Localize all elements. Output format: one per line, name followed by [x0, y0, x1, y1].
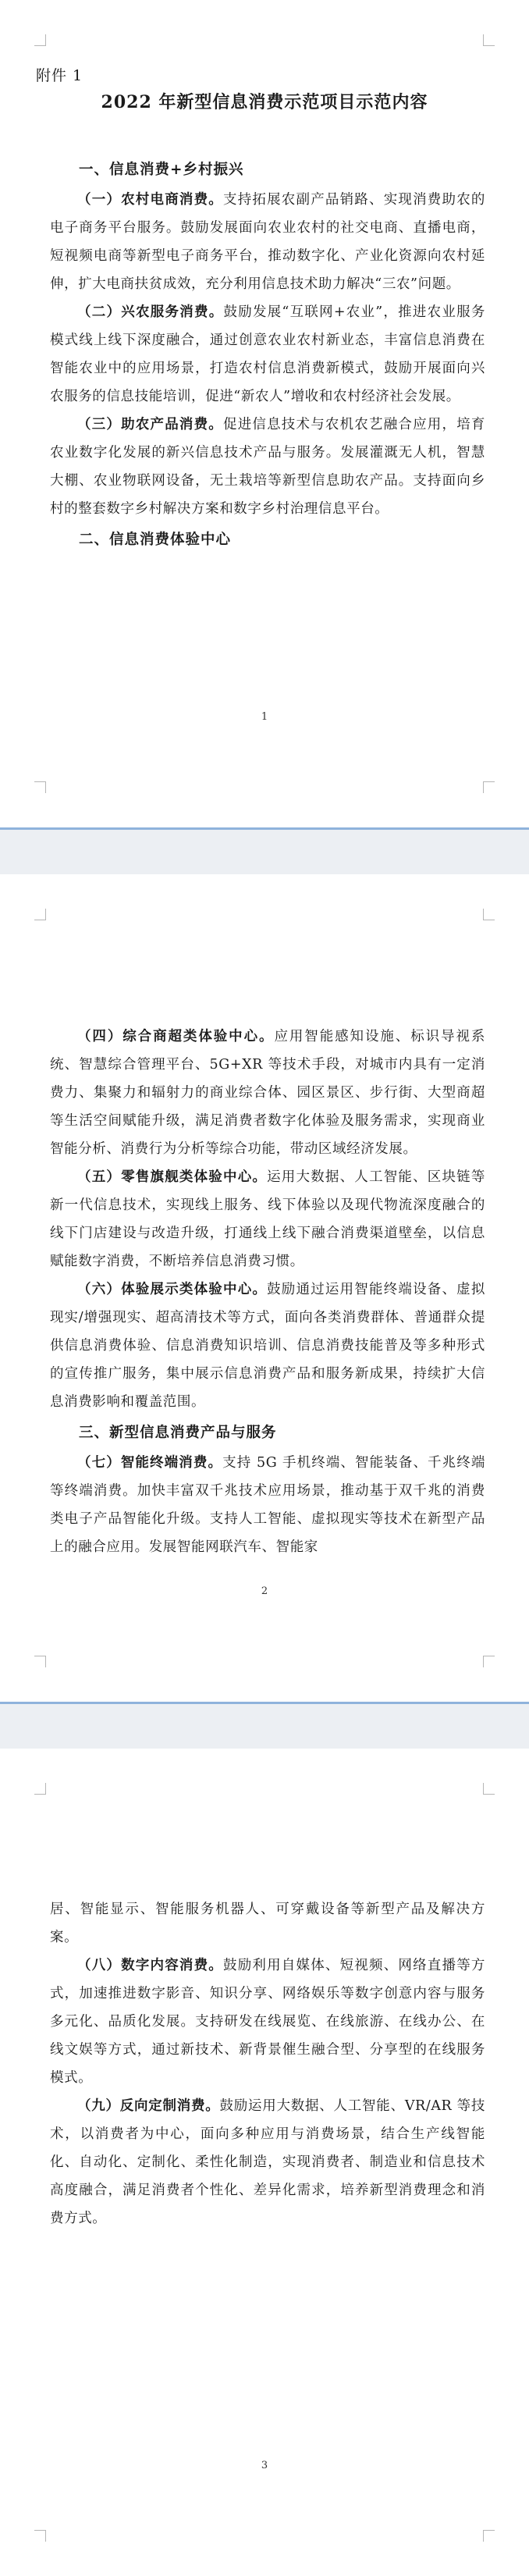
paragraph [50, 1276, 485, 1416]
annex-label: 附件 1 [36, 67, 83, 84]
item-text: 支持拓展农副产品销路、实现消费助农的电子商务平台服务。鼓励发展面向农业农村的社交电商、直播电商，短视频电商等新型电子商务平台，推动数字化、产业化资源向农村延伸，扩大电商扶贫成效，充分利用信息技术助力解决“三农”问题。 [50, 192, 485, 292]
page-corner-mark [483, 781, 495, 793]
document-page-1 [0, 0, 529, 827]
page-corner-mark [483, 909, 495, 920]
paragraph [50, 1952, 485, 2092]
page-separator [0, 1702, 529, 1749]
item-heading: （七）智能终端消费。 [77, 1455, 223, 1471]
section-heading: 一、信息消费+乡村振兴 [79, 162, 244, 178]
item-text: 鼓励通过运用智能终端设备、虚拟现实/增强现实、超高清技术等方式，面向各类消费群体、普通群众提供信息消费体验、信息消费知识培训、信息消费技能普及等多种形式的宣传推广服务，集中展示信息消费产品和服务新成果，持续扩大信息消费影响和覆盖范围。 [50, 1282, 485, 1410]
page-body [50, 153, 485, 556]
page-body [50, 1895, 485, 2233]
page-corner-mark [34, 909, 46, 920]
page-corner-mark [34, 2530, 46, 2542]
paragraph [50, 2092, 485, 2233]
page-number: 2 [261, 1585, 268, 1597]
item-text: 支持 5G 手机终端、智能装备、千兆终端等终端消费。加快丰富双千兆技术应用场景，推动基于双千兆的消费类电子产品智能化升级。支持人工智能、虚拟现实等技术在新型产品上的融合应用。发展智能网联汽车、智能家 [50, 1455, 485, 1555]
item-text: 促进信息技术与农机农艺融合应用，培育农业数字化发展的新兴信息技术产品与服务。发展灌溉无人机，智慧大棚、农业物联网设备，无土栽培等新型信息助农产品。支持面向乡村的整套数字乡村解决方案和数字乡村治理信息平台。 [50, 417, 485, 517]
page-corner-mark [34, 1656, 46, 1667]
item-heading: （一）农村电商消费。 [77, 192, 223, 208]
item-heading: （九）反向定制消费。 [77, 2098, 220, 2114]
paragraph [50, 411, 485, 523]
document-page-3 [0, 1749, 529, 2576]
item-text: 应用智能感知设施、标识导视系统、智慧综合管理平台、5G+XR 等技术手段，对城市内具有一定消费力、集聚力和辐射力的商业综合体、园区景区、步行街、大型商超等生活空间赋能升级，满足消费者数字化体验及服务需求，实现商业智能分析、消费行为分析等综合功能，带动区域经济发展。 [50, 1029, 485, 1157]
item-heading: （四）综合商超类体验中心。 [77, 1029, 275, 1044]
paragraph [50, 1449, 485, 1561]
paragraph [50, 1023, 485, 1163]
item-text: 鼓励发展“互联网+农业”，推进农业服务模式线上线下深度融合，通过创意农业农村新业态，丰富信息消费在智能农业中的应用场景，打造农村信息消费新模式，鼓励开展面向兴农服务的信息技能培训，促进“新农人”增收和农村经济社会发展。 [50, 304, 485, 404]
page-corner-mark [483, 1656, 495, 1667]
page-number: 1 [261, 711, 268, 723]
document-title: 2022 年新型信息消费示范项目示范内容 [101, 92, 428, 112]
item-heading: （二）兴农服务消费。 [77, 304, 224, 320]
item-heading: （五）零售旗舰类体验中心。 [77, 1169, 268, 1185]
page-corner-mark [34, 34, 46, 46]
item-heading: （八）数字内容消费。 [77, 1958, 223, 1973]
paragraph-continuation: 居、智能显示、智能服务机器人、可穿戴设备等新型产品及解决方案。 [50, 1902, 485, 1945]
page-corner-mark [34, 1783, 46, 1795]
page-corner-mark [483, 1783, 495, 1795]
paragraph [50, 298, 485, 411]
item-text: 运用大数据、人工智能、区块链等新一代信息技术，实现线上服务、线下体验以及现代物流深度融合的线下门店建设与改造升级，打通线上线下融合消费渠道壁垒，以信息赋能数字消费，不断培养信息消费习惯。 [50, 1169, 485, 1269]
page-body [50, 1023, 485, 1561]
document-page-2 [0, 874, 529, 1702]
page-separator [0, 827, 529, 874]
section-heading: 二、信息消费体验中心 [79, 532, 232, 548]
page-number: 3 [261, 2460, 268, 2471]
item-heading: （三）助农产品消费。 [77, 417, 223, 432]
page-corner-mark [483, 2530, 495, 2542]
item-text: 鼓励运用大数据、人工智能、VR/AR 等技术，以消费者为中心，面向多种应用与消费场景，结合生产线智能化、自动化、定制化、柔性化制造，实现消费者、制造业和信息技术高度融合，满足消费者个性化、差异化需求，培养新型消费理念和消费方式。 [50, 2098, 486, 2226]
paragraph [50, 1163, 485, 1276]
item-heading: （六）体验展示类体验中心。 [77, 1282, 268, 1297]
section-heading: 三、新型信息消费产品与服务 [79, 1425, 277, 1441]
page-corner-mark [34, 781, 46, 793]
paragraph [50, 186, 485, 298]
page-corner-mark [483, 34, 495, 46]
item-text: 鼓励利用自媒体、短视频、网络直播等方式，加速推进数字影音、知识分享、网络娱乐等数字创意内容与服务多元化、品质化发展。支持研发在线展览、在线旅游、在线办公、在线文娱等方式，通过新技术、新背景催生融合型、分享型的在线服务模式。 [50, 1958, 485, 2086]
